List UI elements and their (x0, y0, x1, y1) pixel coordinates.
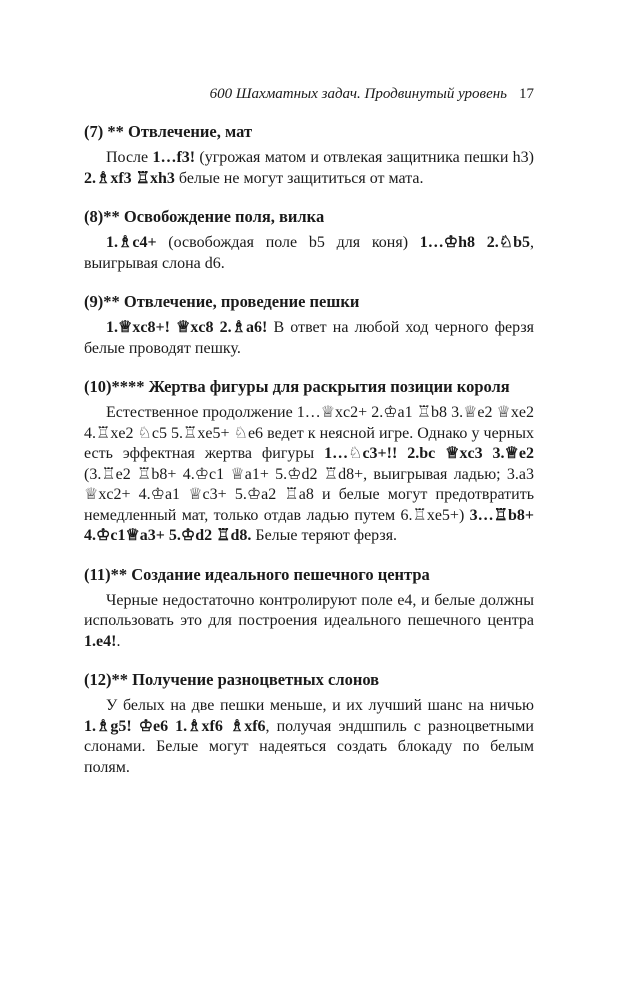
problem-section (84, 122, 534, 189)
sections (84, 122, 534, 778)
move-notation: 1… (324, 445, 349, 462)
running-head (84, 84, 534, 104)
text-run: (3.♖e2 ♖b8+ 4.♔c1 ♕a1+ 5.♔d2 ♖d8+, выигрывая ладью; 3.a3 ♕xc2+ 4.♔a1 ♕c3+ 5.♔a2 ♖a8 и белые могут предотвратить немедленный мат, только отдав ладью путем 6.♖xe5+) (84, 465, 534, 524)
text-run: . (116, 632, 121, 650)
section-heading: (12)** Получение разноцветных слонов (84, 670, 380, 689)
text-run: (угрожая матом и отвлекая защитника пешки h3) (195, 149, 535, 166)
text-run: , получая эндшпиль с разноцветными слонами. Белые могут надеяться создать блокаду по белым полям. (84, 717, 534, 776)
section-text (84, 591, 534, 653)
text-run: Белые теряют ферзя. (251, 527, 398, 544)
text-run: белые не могут защититься от мата. (174, 169, 424, 187)
section-heading: (10)**** Жертва фигуры для раскрытия позиции короля (84, 377, 510, 396)
problem-section (84, 292, 534, 359)
problem-section (84, 670, 534, 778)
move-notation: 3…♖b8+ 4.♔c1♕a3+ 5.♔d2 ♖d8. (84, 506, 534, 544)
section-heading: (11)** Создание идеального пешечного центра (84, 564, 430, 584)
text-run: Естественное продолжение 1…♕xc2+ 2.♔a1 ♖b8 3.♕e2 ♕xe2 4.♖xe2 ♘c5 5.♖xe5+ ♘e6 ведет к неясной игре. Однако у черных есть эффектная жертва фигуры (84, 404, 534, 462)
text-run: Черные недостаточно контролируют поле e4, и белые должны использовать это для построения идеального пешечного центра (84, 591, 534, 629)
text-run: , выигрывая слона d6. (84, 234, 534, 272)
text-run: В ответ на любой ход черного ферзя белые проводят пешку. (84, 319, 534, 357)
section-text (84, 403, 534, 547)
move-notation: c3+!! 2.bc ♕xc3 3.♕e2 (362, 445, 534, 462)
text-run: ♘ (348, 445, 363, 462)
problem-section (84, 377, 534, 547)
move-notation: 1…f3! (152, 149, 196, 166)
problem-section (84, 565, 534, 653)
page-number: 17 (519, 86, 534, 102)
section-heading: (9)** Отвлечение, проведение пешки (84, 292, 360, 311)
section-text (84, 233, 534, 274)
move-notation: 1.♕xc8+! ♕xc8 2.♗a6! (106, 319, 268, 336)
book-page (84, 84, 534, 778)
text-run: (освобождая поле b5 для коня) (156, 234, 420, 251)
text-run: У белых на две пешки меньше, и их лучший шанс на ничью (106, 697, 534, 714)
section-heading: (7) ** Отвлечение, мат (84, 122, 253, 141)
move-notation: 2.♗xf3 ♖xh3 (84, 169, 175, 187)
move-notation: 1…♔h8 2.♘b5 (419, 234, 530, 251)
section-text (84, 318, 534, 359)
move-notation: 1.♗g5! ♔e6 1.♗xf6 ♗xf6 (84, 717, 266, 735)
text-run: После (106, 149, 153, 166)
problem-section (84, 207, 534, 274)
section-text (84, 696, 534, 778)
section-heading: (8)** Освобождение поля, вилка (84, 207, 325, 226)
move-notation: 1.♗c4+ (106, 234, 157, 251)
book-title: 600 Шахматных задач. Продвинутый уровень (209, 86, 507, 102)
section-text (84, 148, 534, 189)
move-notation: 1.e4! (84, 632, 117, 650)
